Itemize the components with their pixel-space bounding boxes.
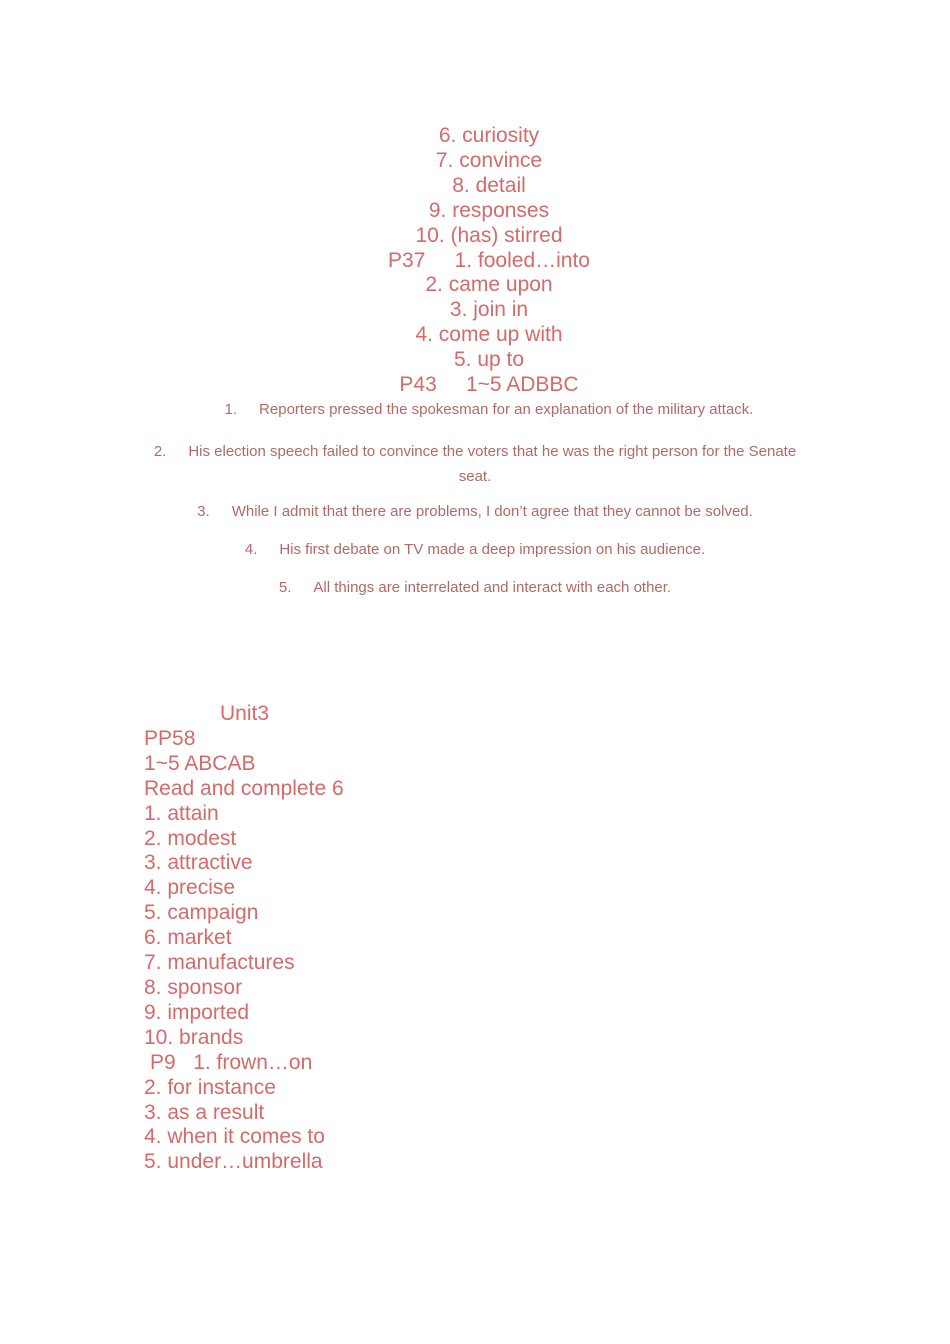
answer-line: PP58 [144,726,196,750]
item-number: 5. [278,579,292,596]
answer-line: Read and complete 6 [144,776,344,800]
answer-line: 9. responses [428,198,550,222]
answer-line: 1~5 ABCAB [144,751,256,775]
answer-line: 10. (has) stirred [415,223,563,247]
item-number: 1. [224,401,238,418]
translation-text: Reporters pressed the spokesman for an explanation of the military attack. [259,401,754,418]
answer-line: 6. market [144,926,232,950]
answer-line: 9. imported [144,1000,250,1024]
answer-line: 5. up to [453,348,525,372]
unit-title: Unit3 [220,702,270,725]
answer-line: 4. when it comes to [144,1125,325,1149]
answer-line: 5. under…umbrella [144,1150,323,1174]
translation-text: His election speech failed to convince the voters that he was the right person for the Senate seat. [188,443,797,485]
answer-line: 5. campaign [144,901,259,925]
answer-list-top [0,124,950,398]
answer-line: P37 1. fooled…into [388,248,590,272]
answer-line: P43 1~5 ADBBC [399,373,579,397]
answer-line: 1. attain [144,801,219,825]
translation-item [0,439,950,489]
answer-line: 2. for instance [144,1075,276,1099]
answer-line: 4. come up with [415,323,563,347]
answer-line: 6. curiosity [438,124,540,147]
item-number: 4. [244,541,258,558]
answer-line: 2. modest [144,826,237,850]
answer-line: 3. attractive [144,851,253,875]
unit3-section [144,702,344,1175]
item-number: 2. [153,443,167,460]
translation-item [0,579,950,597]
translation-text: While I admit that there are problems, I don’t agree that they cannot be solved. [231,503,753,520]
answer-line: 10. brands [144,1025,244,1049]
translation-item [0,503,950,521]
answer-line: 4. precise [144,876,236,900]
translation-text: His first debate on TV made a deep impression on his audience. [279,541,706,558]
answer-line: 7. convince [435,148,543,172]
translation-item [0,541,950,559]
answer-line: 7. manufactures [144,951,295,975]
translation-item [0,401,950,419]
answer-line: 8. sponsor [144,975,243,999]
answer-line: P9 1. frown…on [150,1050,313,1074]
answer-line: 3. as a result [144,1100,265,1124]
answer-line: 3. join in [449,298,529,322]
item-number: 3. [197,503,210,520]
translation-text: All things are interrelated and interact with each other. [313,579,672,596]
answer-line: 2. came upon [425,273,553,297]
answer-line: 8. detail [452,173,526,197]
